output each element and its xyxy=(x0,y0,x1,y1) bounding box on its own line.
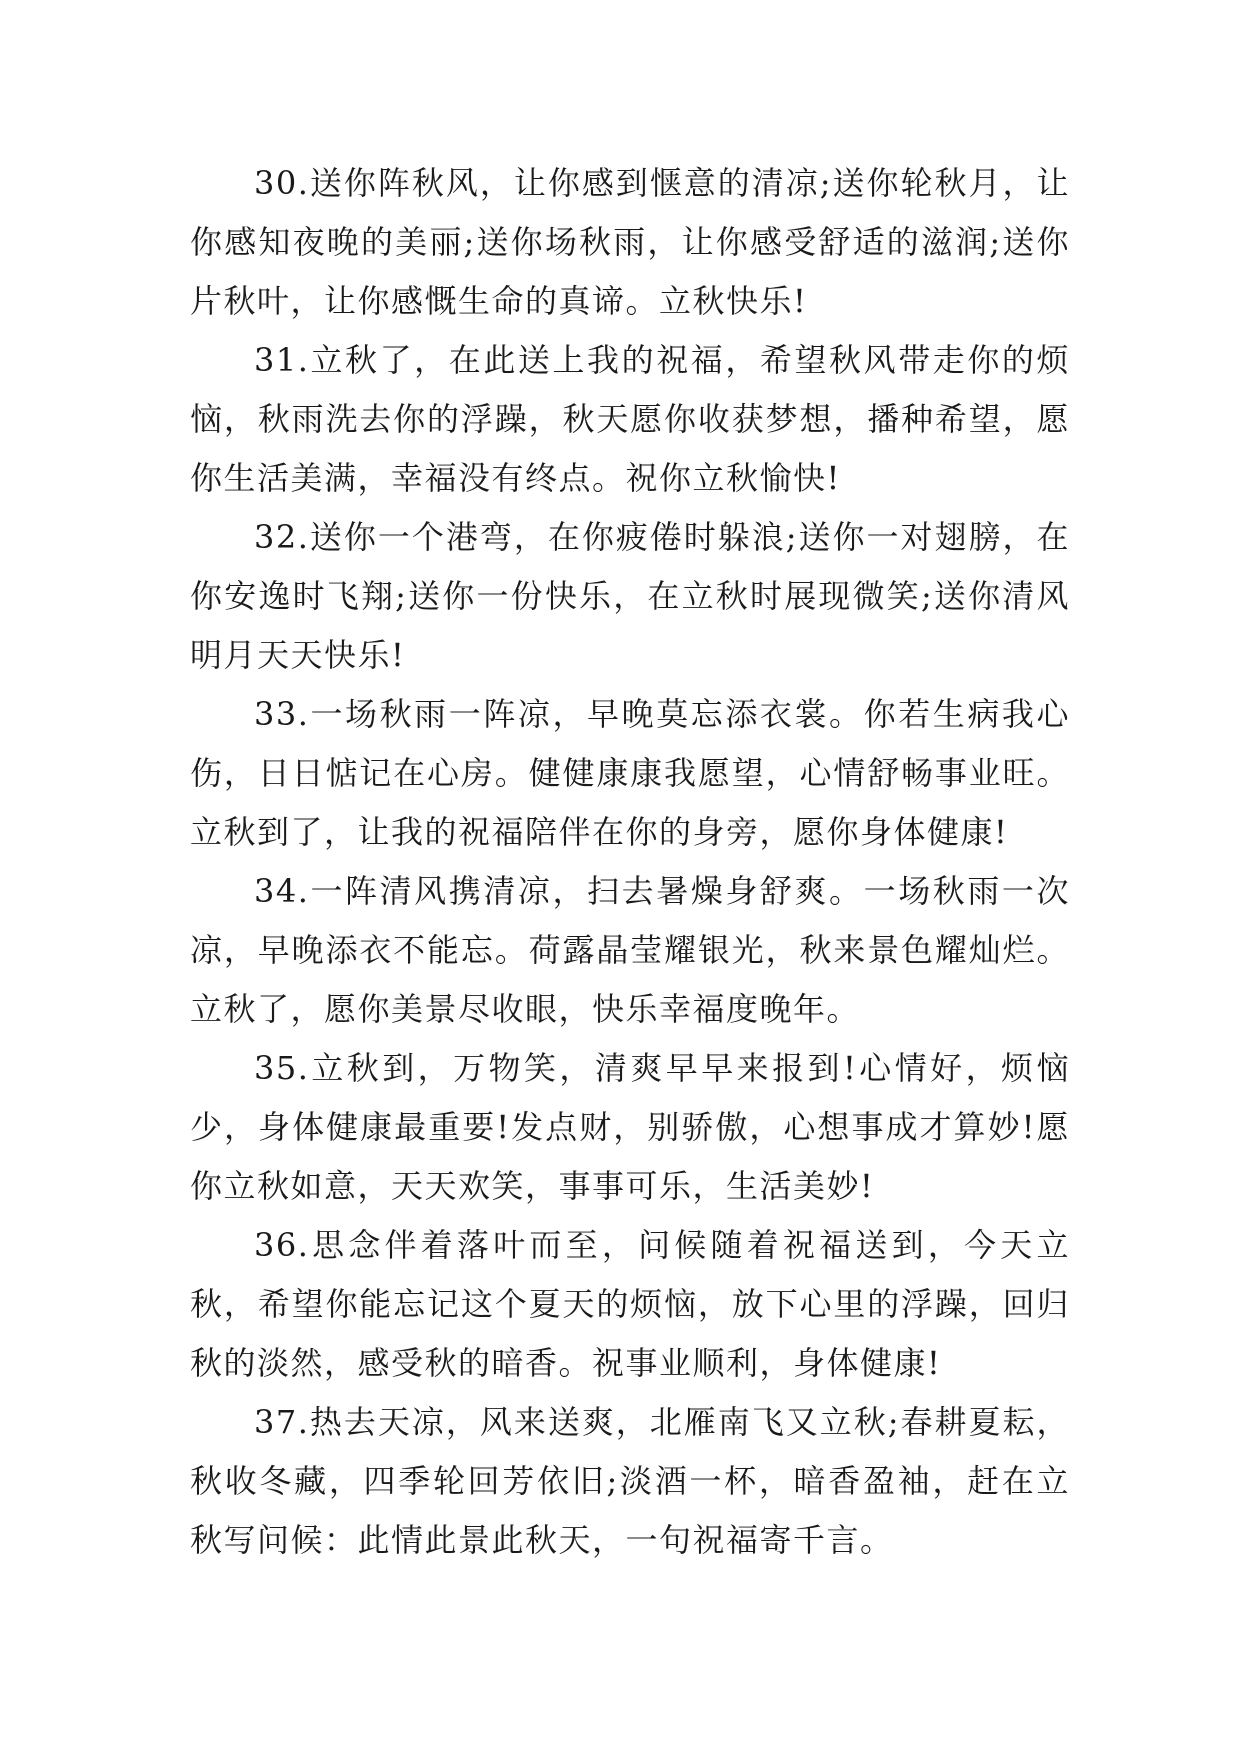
paragraph-35: 35.立秋到，万物笑，清爽早早来报到!心情好，烦恼少，身体健康最重要!发点财，别骄傲，心想事成才算妙!愿你立秋如意，天天欢笑，事事可乐，生活美妙! xyxy=(190,1049,1070,1205)
paragraph-37: 37.热去天凉，风来送爽，北雁南飞又立秋;春耕夏耘，秋收冬藏，四季轮回芳依旧;淡酒一杯，暗香盈袖，赶在立秋写问候：此情此景此秋天，一句祝福寄千言。 xyxy=(190,1403,1070,1559)
paragraph-31: 31.立秋了，在此送上我的祝福，希望秋风带走你的烦恼，秋雨洗去你的浮躁，秋天愿你收获梦想，播种希望，愿你生活美满，幸福没有终点。祝你立秋愉快! xyxy=(190,341,1070,497)
paragraph-36: 36.思念伴着落叶而至，问候随着祝福送到，今天立秋，希望你能忘记这个夏天的烦恼，放下心里的浮躁，回归秋的淡然，感受秋的暗香。祝事业顺利，身体健康! xyxy=(190,1226,1070,1382)
paragraph-30: 30.送你阵秋风，让你感到惬意的清凉;送你轮秋月，让你感知夜晚的美丽;送你场秋雨，让你感受舒适的滋润;送你片秋叶，让你感慨生命的真谛。立秋快乐! xyxy=(190,164,1070,320)
paragraph-32: 32.送你一个港弯，在你疲倦时躲浪;送你一对翅膀，在你安逸时飞翔;送你一份快乐，在立秋时展现微笑;送你清风明月天天快乐! xyxy=(190,518,1070,674)
document-body xyxy=(190,154,1070,1570)
paragraph-34: 34.一阵清风携清凉，扫去暑燥身舒爽。一场秋雨一次凉，早晚添衣不能忘。荷露晶莹耀银光，秋来景色耀灿烂。立秋了，愿你美景尽收眼，快乐幸福度晚年。 xyxy=(190,872,1070,1028)
paragraph-33: 33.一场秋雨一阵凉，早晚莫忘添衣裳。你若生病我心伤，日日惦记在心房。健健康康我愿望，心情舒畅事业旺。立秋到了，让我的祝福陪伴在你的身旁，愿你身体健康! xyxy=(190,695,1070,851)
